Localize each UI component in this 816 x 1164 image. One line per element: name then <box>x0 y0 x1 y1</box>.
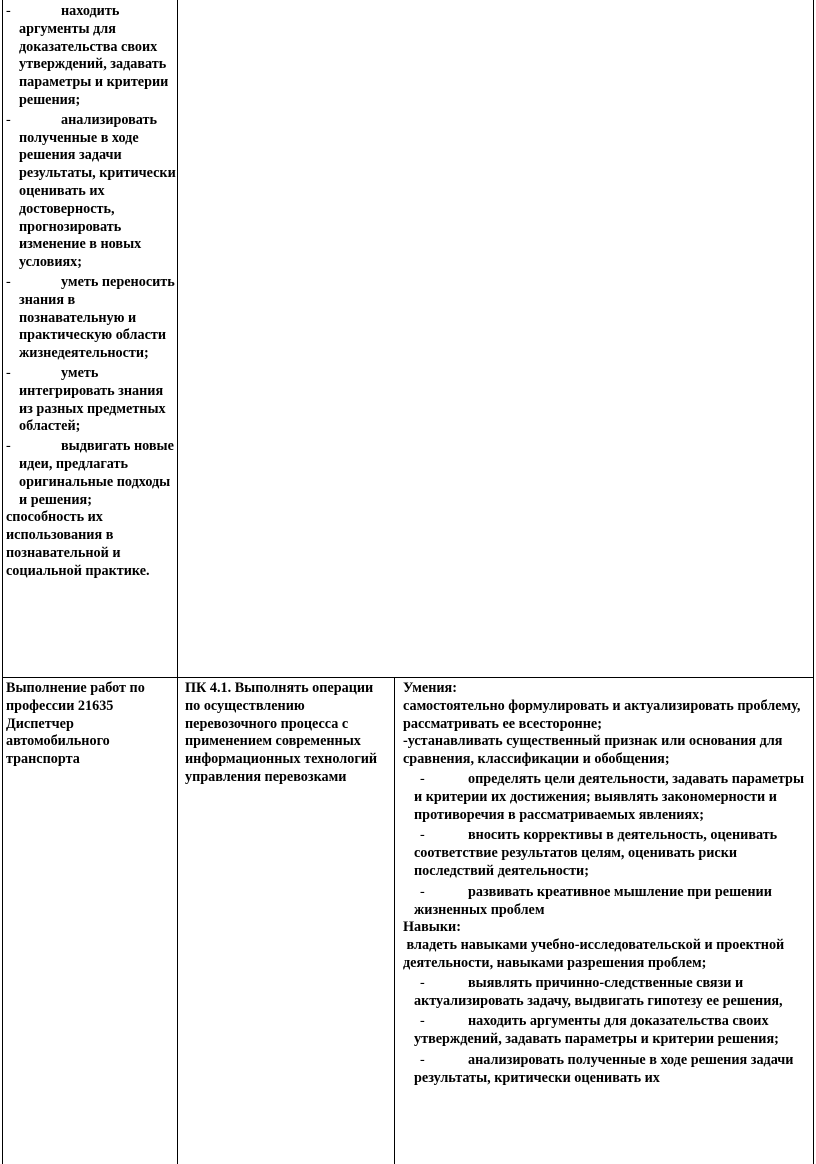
list-item: - находить аргументы для доказательства своих утверждений, задавать параметры и критерии решения; <box>414 1013 779 1048</box>
profession-title: Выполнение работ по профессии 21635 Диспетчер автомобильного транспорта <box>6 680 145 768</box>
bullet-dash: - <box>420 770 425 787</box>
list-item: - выдвигать новые идеи, предлагать оригинальные подходы и решения; <box>6 438 174 508</box>
bullet-dash: - <box>6 273 11 290</box>
skills-paragraph: -устанавливать существенный признак или основания для сравнения, классификации и обобщения; <box>403 733 783 768</box>
bullet-dash: - <box>420 974 425 991</box>
competence-text: ПК 4.1. Выполнять операции по осуществлению перевозочного процесса с применением современных информационных технологий управления перевозками <box>185 680 378 785</box>
skills-list <box>403 771 809 919</box>
list-item: - уметь переносить знания в познавательную и практическую области жизнедеятельности; <box>6 273 175 362</box>
habits-heading: Навыки: <box>403 919 461 936</box>
habits-list <box>403 975 809 1088</box>
row1-col1-tail: способность их использования в познавательной и социальной практике. <box>6 509 150 579</box>
bullet-dash: - <box>420 827 425 844</box>
bullet-dash: - <box>6 3 11 19</box>
habits-paragraph: владеть навыками учебно-исследовательской и проектной деятельности, навыками разрешения проблем; <box>403 937 788 971</box>
list-item: - анализировать полученные в ходе решения задачи результаты, критически оценивать их достоверность, прогнозировать изменение в новых условиях; <box>6 111 176 271</box>
bullet-dash: - <box>6 364 11 381</box>
list-item: - определять цели деятельности, задавать параметры и критерии их достижения; выявлять закономерности и противоречия в рассматриваемых явлениях; <box>414 770 805 823</box>
list-item: - анализировать полученные в ходе решения задачи результаты, критически оценивать их <box>414 1051 794 1086</box>
bullet-dash: - <box>6 438 11 455</box>
row1-col1-list <box>6 3 176 509</box>
bullet-dash: - <box>420 883 425 900</box>
row1-col1-cell <box>6 3 176 581</box>
list-item: - выявлять причинно-следственные связи и актуализировать задачу, выдвигать гипотезу ее решения, <box>414 974 783 1009</box>
skills-paragraph: самостоятельно формулировать и актуализировать проблему, рассматривать ее всесторонне; <box>403 697 801 732</box>
list-item: - уметь интегрировать знания из разных предметных областей; <box>6 364 166 435</box>
table-border-left <box>2 0 3 1164</box>
column-divider-1 <box>177 0 178 1164</box>
bullet-dash: - <box>420 1051 425 1068</box>
skills-heading: Умения: <box>403 680 457 696</box>
list-item: - вносить коррективы в деятельность, оценивать соответствие результатов целям, оценивать риски последствий деятельности; <box>414 827 778 879</box>
row-divider <box>2 677 814 678</box>
row2-col1-cell <box>6 680 176 769</box>
column-divider-2 <box>394 678 395 1164</box>
row2-col2-cell <box>185 680 390 787</box>
list-item: - находить аргументы для доказательства своих утверждений, задавать параметры и критерии решения; <box>6 3 169 108</box>
list-item: - развивать креативное мышление при решении жизненных проблем <box>414 883 772 918</box>
row2-col3-cell <box>403 680 809 1088</box>
bullet-dash: - <box>420 1013 425 1030</box>
bullet-dash: - <box>6 111 11 128</box>
table-border-right <box>813 0 814 1164</box>
